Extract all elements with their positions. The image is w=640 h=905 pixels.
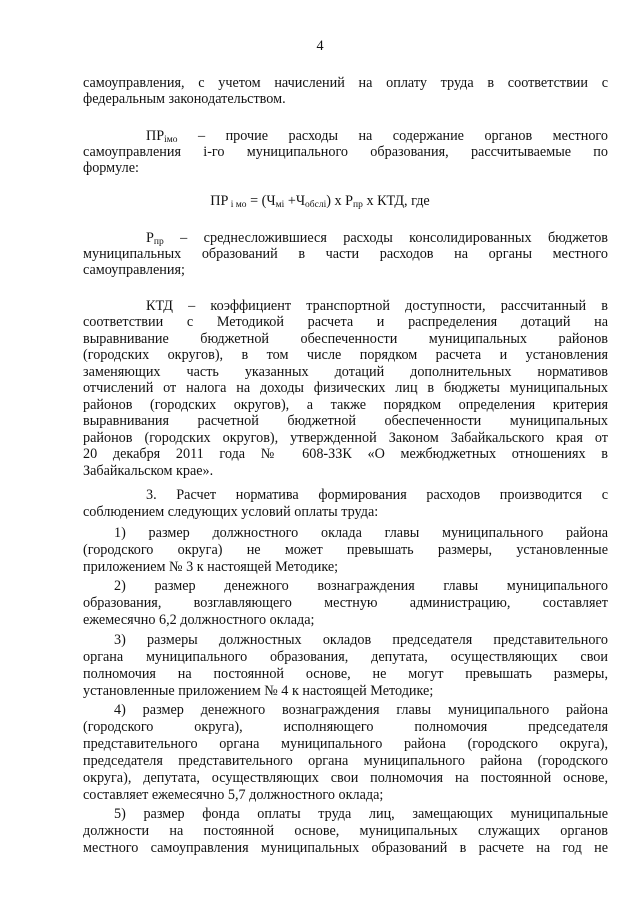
formula-part: х КТД, где [362, 193, 430, 209]
text-line: соблюдением следующих условий оплаты труда: [83, 504, 379, 520]
text-line: федеральным законодательством. [83, 91, 286, 107]
text-line: соответствии с Методикой расчета и распределения дотаций на [83, 314, 608, 330]
text-line: КТД – коэффициент транспортной доступности, рассчитанный в [146, 298, 608, 314]
list-item-line: ежемесячно 6,2 должностного оклада; [83, 612, 315, 628]
list-item-line: (городского округа), исполняющего полномочия председателя [83, 719, 608, 735]
list-item-line: председателя представительного органа муниципального района (городского [83, 753, 608, 769]
text-line: отчислений от налога на доходы физических лиц в бюджеты муниципальных [83, 380, 608, 396]
text-run: – прочие расходы на содержание органов местного [177, 128, 608, 144]
list-item-line: (городского округа) не может превышать размеры, установленные [83, 542, 608, 558]
text-line [146, 230, 608, 246]
text-line: выравнивание бюджетной обеспеченности муниципальных районов [83, 331, 608, 347]
formula-part: ) х Р [326, 193, 354, 209]
text-line: самоуправления i-го муниципального образования, рассчитываемые по [83, 144, 608, 160]
list-item-line: представительного органа муниципального района (городского округа), [83, 736, 608, 752]
subscript: пр [153, 237, 164, 247]
text-line: самоуправления, с учетом начислений на оплату труда в соответствии с [83, 75, 608, 91]
text-line: формуле: [83, 160, 139, 176]
symbol: Р [146, 230, 154, 246]
list-item-line: местного самоуправления муниципальных образований в расчете на год не [83, 840, 608, 856]
symbol: ПР [146, 128, 165, 144]
text-line: заменяющих часть указанных дотаций дополнительных нормативов [83, 364, 608, 380]
text-run: – среднесложившиеся расходы консолидированных бюджетов [163, 230, 608, 246]
text-line [146, 128, 608, 144]
list-item-line: органа муниципального образования, депутата, осуществляющих свои [83, 649, 608, 665]
list-item-line: полномочия на постоянной основе, не могут превышать размеры, [83, 666, 608, 682]
subscript: i мо [228, 200, 247, 210]
text-line: 20 декабря 2011 года № 608-ЗЗК «О межбюджетных отношениях в [83, 446, 608, 462]
list-item-line: образования, возглавляющего местную администрацию, составляет [83, 595, 608, 611]
list-item-line: 3) размеры должностных окладов председателя представительного [114, 632, 608, 648]
list-item-line: должности на постоянной основе, муниципальных служащих органов [83, 823, 608, 839]
subscript: обслi [305, 200, 327, 210]
text-line: Забайкальском крае». [83, 463, 214, 479]
page-number: 4 [316, 38, 324, 54]
text-line: районов (городских округов), а также порядком определения критерия [83, 397, 608, 413]
list-item-line: округа), депутата, осуществляющих свои полномочия на постоянной основе, [83, 770, 608, 786]
list-item-line: 5) размер фонда оплаты труда лиц, замещающих муниципальные [114, 806, 608, 822]
text-line: районов (городских округов), утвержденной Законом Забайкальского края от [83, 430, 608, 446]
subscript: мi [275, 200, 285, 210]
formula [0, 193, 640, 209]
formula-part: = (Ч [246, 193, 276, 209]
text-line: 3. Расчет норматива формирования расходов производится с [146, 487, 608, 503]
list-item-line: 1) размер должностного оклада главы муниципального района [114, 525, 608, 541]
text-line: самоуправления; [83, 262, 185, 278]
formula-part: +Ч [284, 193, 306, 209]
list-item-line: 2) размер денежного вознаграждения главы муниципального [114, 578, 608, 594]
list-item-line: 4) размер денежного вознаграждения главы муниципального района [114, 702, 608, 718]
formula-part: ПР [210, 193, 229, 209]
text-line: (городских округов), в том числе порядком расчета и установления [83, 347, 608, 363]
subscript: iмо [164, 135, 178, 145]
list-item-line: установленные приложением № 4 к настоящей Методике; [83, 683, 434, 699]
list-item-line: приложением № 3 к настоящей Методике; [83, 559, 339, 575]
text-line: муниципальных образований в части расходов на органы местного [83, 246, 608, 262]
list-item-line: составляет ежемесячно 5,7 должностного оклада; [83, 787, 384, 803]
text-line: выравнивания расчетной бюджетной обеспеченности муниципальных [83, 413, 608, 429]
subscript: пр [353, 200, 363, 210]
